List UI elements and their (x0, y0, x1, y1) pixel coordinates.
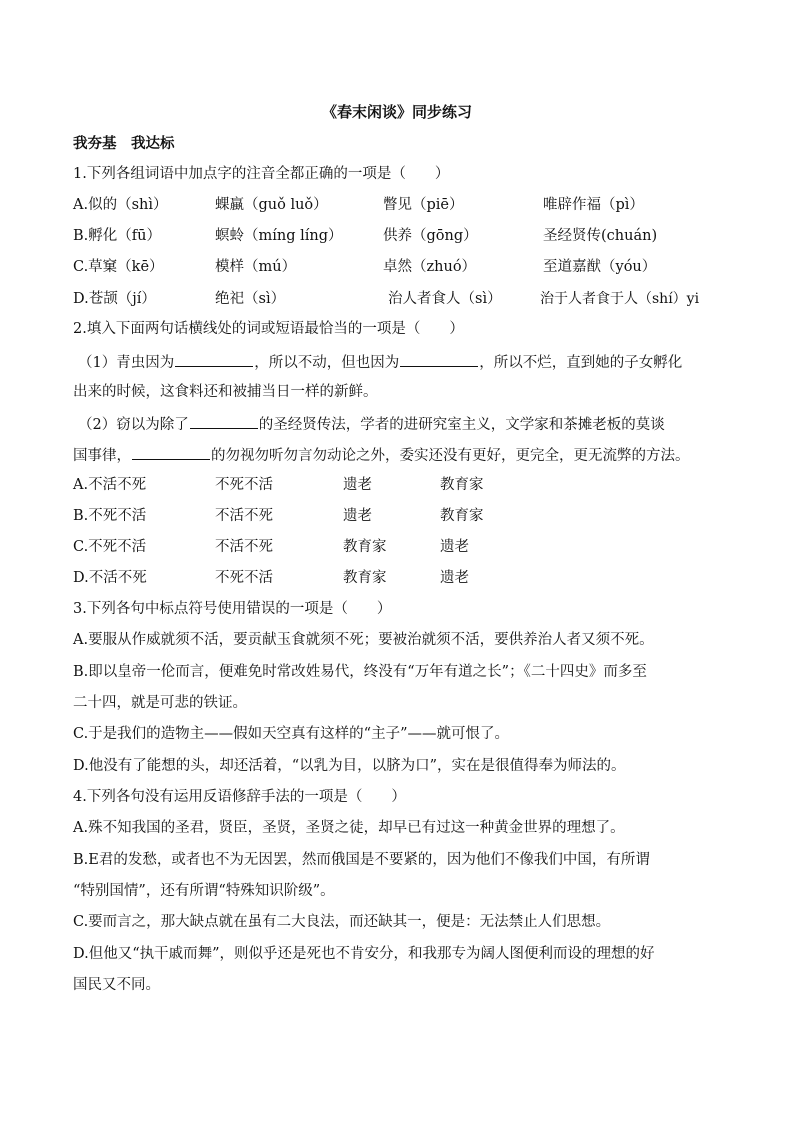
q3-option-d: D.他没有了能想的头，却还活着，“以乳为目，以脐为口”，实在是很值得奉为师法的。 (73, 758, 626, 774)
q1-d-2: 绝祀（sì） (215, 291, 286, 307)
q2-s2-part-d: 的勿视勿听勿言勿动论之外，委实还没有更好，更完全，更无流弊的方法。 (211, 448, 690, 464)
q2-s2-part-b: 的圣经贤传法，学者的进研究室主义，文学家和茶摊老板的莫谈 (258, 417, 665, 433)
q2-b-4: 教育家 (440, 508, 484, 524)
q4-option-b-line-1: B.E君的发愁，或者也不为无因罢，然而俄国是不要紧的，因为他们不像我们中国，有所谓 (73, 852, 650, 868)
question-2-stem: 2.填入下面两句话横线处的词或短语最恰当的一项是（ ） (73, 321, 464, 337)
q1-a-2: 蜾蠃（guǒ luǒ） (215, 197, 328, 213)
q2-s1-part-d: 出来的时候，这食料还和被捕当日一样的新鲜。 (73, 384, 378, 400)
q1-d-3: 治人者食人（sì） (388, 291, 502, 307)
question-3-stem: 3.下列各句中标点符号使用错误的一项是（ ） (73, 601, 392, 617)
q2-c-4: 遗老 (440, 539, 469, 555)
q1-c-1: C.草窠（kē） (73, 259, 164, 275)
page-title: 《春末闲谈》同步练习 (321, 103, 472, 121)
q1-c-4: 至道嘉猷（yóu） (543, 259, 657, 275)
answer-blank-1[interactable] (175, 350, 253, 367)
q2-c-2: 不活不死 (215, 539, 273, 555)
q3-option-c: C.于是我们的造物主——假如天空真有这样的“主子”——就可恨了。 (73, 726, 510, 742)
q1-b-2: 螟蛉（míng líng） (215, 228, 343, 244)
q2-c-1: C.不死不活 (73, 539, 147, 555)
q4-option-c: C.要而言之，那大缺点就在虽有二大良法，而还缺其一，便是：无法禁止人们思想。 (73, 914, 611, 930)
q1-d-1: D.苍颉（jí） (73, 291, 156, 307)
q1-a-4: 唯辟作福（pì） (543, 197, 644, 213)
q2-b-2: 不活不死 (215, 508, 273, 524)
q2-d-2: 不死不活 (215, 570, 273, 586)
q2-a-3: 遗老 (343, 477, 372, 493)
q4-option-a: A.殊不知我国的圣君，贤臣，圣贤，圣贤之徒，却早已有过这一种黄金世界的理想了。 (73, 820, 625, 836)
q4-option-b-line-2: “特别国情”，还有所谓“特殊知识阶级”。 (73, 883, 335, 899)
q4-option-d-line-1: D.但他又“执干戚而舞”，则似乎还是死也不肯安分，和我那专为阔人图便利而设的理想的好 (73, 946, 655, 962)
q2-c-3: 教育家 (343, 539, 387, 555)
q2-s2-part-c: 国事律， (73, 448, 131, 464)
question-1-stem: 1.下列各组词语中加点字的注音全都正确的一项是（ ） (73, 166, 450, 182)
q1-a-3: 瞥见（piē） (383, 197, 464, 213)
answer-blank-2[interactable] (400, 350, 478, 367)
q2-sentence-1-line-1 (78, 350, 682, 374)
q2-d-3: 教育家 (343, 570, 387, 586)
q3-option-a: A.要服从作威就须不活，要贡献玉食就须不死；要被治就须不活，要供养治人者又须不死。 (73, 632, 654, 648)
q3-option-b-line-2: 二十四，就是可悲的铁证。 (73, 695, 247, 711)
q1-b-1: B.孵化（fū） (73, 228, 161, 244)
q2-a-2: 不死不活 (215, 477, 273, 493)
q4-option-d-line-2: 国民又不同。 (73, 977, 160, 993)
q3-option-b-line-1: B.即以皇帝一伦而言，便难免时常改姓易代，终没有“万年有道之长”；《二十四史》而多至 (73, 664, 647, 680)
q1-a-1: A.似的（shì） (73, 197, 168, 213)
q1-c-3: 卓然（zhuó） (383, 259, 477, 275)
q2-a-4: 教育家 (440, 477, 484, 493)
answer-blank-4[interactable] (132, 443, 210, 460)
q1-d-4: 治于人者食于人（shí）yi (540, 291, 700, 307)
q2-s1-part-a: （1）青虫因为 (78, 355, 175, 371)
q1-c-2: 模样（mú） (215, 259, 297, 275)
q2-s1-part-c: ，所以不烂，直到她的子女孵化 (479, 355, 683, 371)
q1-b-4: 圣经贤传(chuán) (543, 228, 658, 244)
q2-sentence-2-line-2 (73, 443, 690, 467)
q1-b-3: 供养（gōng） (383, 228, 478, 244)
q2-d-1: D.不活不死 (73, 570, 147, 586)
section-heading: 我夯基 我达标 (73, 135, 175, 152)
q2-sentence-2-line-1 (78, 412, 665, 436)
q2-s1-part-b: ，所以不动，但也因为 (254, 355, 400, 371)
q2-d-4: 遗老 (440, 570, 469, 586)
answer-blank-3[interactable] (190, 412, 258, 429)
q2-b-1: B.不死不活 (73, 508, 147, 524)
q2-s2-part-a: （2）窃以为除了 (78, 417, 189, 433)
q2-b-3: 遗老 (343, 508, 372, 524)
q2-a-1: A.不活不死 (73, 477, 147, 493)
question-4-stem: 4.下列各句没有运用反语修辞手法的一项是（ ） (73, 789, 406, 805)
